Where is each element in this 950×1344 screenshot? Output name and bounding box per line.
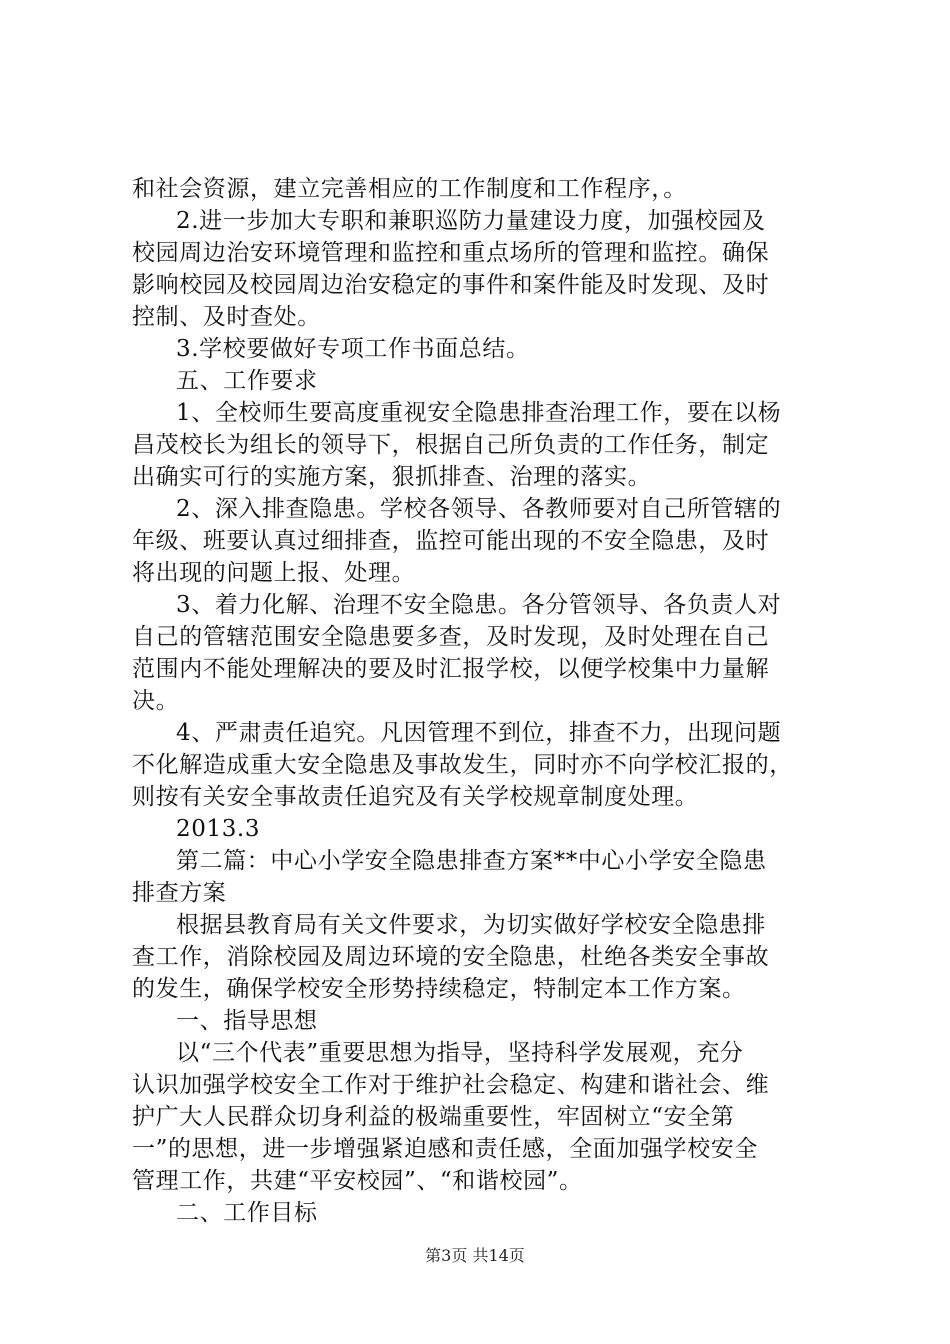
text-line: 2.进一步加大专职和兼职巡防力量建设力度，加强校园及 [176, 208, 766, 234]
text-line: 年级、班要认真过细排查，监控可能出现的不安全隐患，及时 [132, 528, 770, 554]
text-line: 以“三个代表”重要思想为指导，坚持科学发展观，充分 [176, 1040, 744, 1066]
text-line: 出确实可行的实施方案，狠抓排查、治理的落实。 [132, 464, 652, 490]
text-line: 根据县教育局有关文件要求，为切实做好学校安全隐患排 [176, 912, 766, 938]
text-line: 1、全校师生要高度重视安全隐患排查治理工作，要在以杨 [176, 400, 782, 426]
text-line: 决。 [132, 688, 180, 714]
text-line: 昌茂校长为组长的领导下，根据自己所负责的工作任务，制定 [132, 432, 770, 458]
section-heading: 五、工作要求 [176, 368, 318, 394]
text-line: 影响校园及校园周边治安稳定的事件和案件能及时发现、及时 [132, 272, 770, 298]
chapter-heading: 第二篇：中心小学安全隐患排查方案**中心小学安全隐患 [176, 848, 767, 874]
text-line: 的发生，确保学校安全形势持续稳定，特制定本工作方案。 [132, 976, 746, 1002]
text-line: 管理工作，共建“平安校园”、“和谐校园”。 [132, 1168, 583, 1194]
text-line: 校园周边治安环境管理和监控和重点场所的管理和监控。确保 [132, 240, 770, 266]
text-line: 将出现的问题上报、处理。 [132, 560, 416, 586]
text-line: 认识加强学校安全工作对于维护社会稳定、构建和谐社会、维 [132, 1072, 770, 1098]
text-line: 自己的管辖范围安全隐患要多查，及时发现，及时处理在自己 [132, 624, 770, 650]
text-line: 和社会资源，建立完善相应的工作制度和工作程序，。 [132, 176, 687, 202]
date-line: 2013.3 [176, 816, 261, 842]
text-line: 3、着力化解、治理不安全隐患。各分管领导、各负责人对 [176, 592, 782, 618]
text-line: 则按有关安全事故责任追究及有关学校规章制度处理。 [132, 784, 699, 810]
text-line: 控制、及时查处。 [132, 304, 321, 330]
chapter-heading-continued: 排查方案 [132, 880, 227, 906]
page-number-footer: 第3页 共14页 [425, 1246, 525, 1265]
text-line: 范围内不能处理解决的要及时汇报学校，以便学校集中力量解 [132, 656, 770, 682]
text-line: 查工作，消除校园及周边环境的安全隐患，杜绝各类安全事故 [132, 944, 770, 970]
text-line: 3.学校要做好专项工作书面总结。 [176, 336, 530, 362]
section-heading: 一、指导思想 [176, 1008, 318, 1034]
text-line: 一”的思想，进一步增强紧迫感和责任感，全面加强学校安全 [132, 1136, 758, 1162]
text-line: 护广大人民群众切身利益的极端重要性，牢固树立“安全第 [132, 1104, 735, 1130]
text-line: 2、深入排查隐患。学校各领导、各教师要对自己所管辖的 [176, 496, 782, 522]
section-heading: 二、工作目标 [176, 1200, 318, 1226]
text-line: 4、严肃责任追究。凡因管理不到位，排查不力，出现问题 [176, 720, 782, 746]
text-line: 不化解造成重大安全隐患及事故发生，同时亦不向学校汇报的， [132, 752, 793, 778]
